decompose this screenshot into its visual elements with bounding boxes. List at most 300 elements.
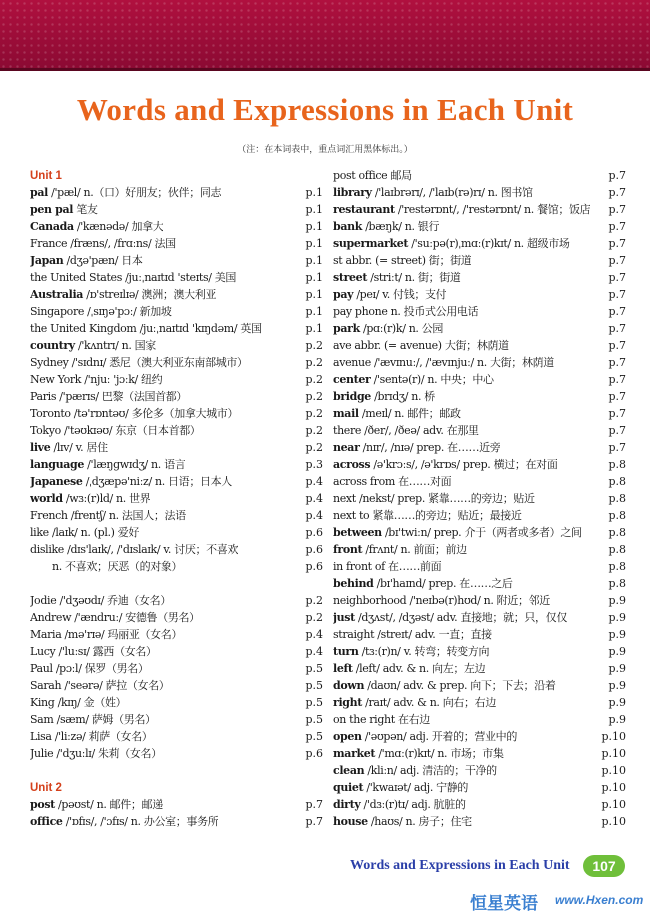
vocab-entry bbox=[30, 610, 323, 627]
vocab-definition: /raɪt/ adv. & n. 向右；右边 bbox=[362, 696, 496, 709]
vocab-headword: world bbox=[30, 492, 63, 505]
vocab-headword: quiet bbox=[333, 781, 364, 794]
vocab-headword: dirty bbox=[333, 798, 361, 811]
page-ref: p.1 bbox=[305, 203, 323, 216]
vocab-definition: /'kʌntrɪ/ n. 国家 bbox=[74, 339, 156, 352]
vocab-headword: office bbox=[30, 815, 63, 828]
vocab-entry bbox=[30, 474, 323, 491]
vocab-entry-text bbox=[333, 729, 517, 745]
vocab-entry bbox=[333, 746, 626, 763]
vocab-entry bbox=[333, 304, 626, 321]
vocab-headword: mail bbox=[333, 407, 359, 420]
vocab-definition: /tɜː(r)n/ v. 转弯；转变方向 bbox=[358, 645, 490, 658]
vocab-definition: /lɪv/ v. 居住 bbox=[50, 441, 108, 454]
vocab-definition: /dʒʌst/, /dʒəst/ adv. 直接地；就；只，仅仅 bbox=[354, 611, 567, 624]
vocab-entry-text bbox=[333, 491, 535, 507]
page-ref: p.1 bbox=[305, 305, 323, 318]
vocab-entry bbox=[333, 202, 626, 219]
vocab-entry-text bbox=[333, 508, 522, 524]
page-ref: p.4 bbox=[305, 509, 323, 522]
vocab-entry-text bbox=[30, 814, 218, 830]
vocab-definition: ave abbr. (= avenue) 大街；林荫道 bbox=[333, 339, 509, 352]
vocab-entry bbox=[333, 712, 626, 729]
vocab-definition: Tokyo /'təʊkɪəʊ/ 东京（日本首都） bbox=[30, 424, 201, 437]
vocab-definition: st abbr. (= street) 街；街道 bbox=[333, 254, 472, 267]
vocab-entry-text bbox=[333, 814, 472, 830]
vocab-headword: park bbox=[333, 322, 360, 335]
vocab-entry bbox=[30, 491, 323, 508]
vocab-entry-text bbox=[30, 559, 182, 575]
page-ref: p.7 bbox=[608, 390, 626, 403]
vocab-entry-text bbox=[333, 406, 461, 422]
vocab-entry bbox=[30, 797, 323, 814]
vocab-entry-text bbox=[333, 423, 479, 439]
page-ref: p.2 bbox=[305, 594, 323, 607]
vocab-headword: Japan bbox=[30, 254, 64, 267]
vocab-definition: there /ðer/, /ðeə/ adv. 在那里 bbox=[333, 424, 479, 437]
vocab-definition: /peɪ/ v. 付钱；支付 bbox=[353, 288, 447, 301]
page-ref: p.2 bbox=[305, 611, 323, 624]
vocab-entry bbox=[333, 168, 626, 185]
vocab-entry bbox=[333, 559, 626, 576]
vocab-headword: bank bbox=[333, 220, 363, 233]
vocab-headword: just bbox=[333, 611, 355, 624]
vocab-definition: /bɪ'twiːn/ prep. 介于（两者或多者）之间 bbox=[381, 526, 582, 539]
vocab-entry-text bbox=[333, 525, 582, 541]
vocab-headword: Japanese bbox=[30, 475, 83, 488]
vocab-note: （注：在本词表中，重点词汇用黑体标出。） bbox=[237, 145, 413, 155]
vocab-definition: Andrew /'ændruː/ 安德鲁（男名） bbox=[30, 611, 200, 624]
page-ref: p.1 bbox=[305, 237, 323, 250]
vocab-headword: clean bbox=[333, 764, 365, 777]
vocab-definition: Sam /sæm/ 萨姆（男名） bbox=[30, 713, 156, 726]
vocab-entry bbox=[333, 763, 626, 780]
vocab-entry bbox=[333, 185, 626, 202]
page-ref: p.9 bbox=[608, 611, 626, 624]
vocab-entry bbox=[30, 389, 323, 406]
vocab-entry bbox=[30, 338, 323, 355]
right-word-column bbox=[333, 168, 626, 831]
vocab-entry bbox=[30, 270, 323, 287]
vocab-headword: post bbox=[30, 798, 55, 811]
vocab-definition: /'əʊpən/ adj. 开着的；营业中的 bbox=[361, 730, 517, 743]
vocab-entry-text bbox=[333, 661, 485, 677]
vocab-headword: front bbox=[333, 543, 363, 556]
running-footer-title: Words and Expressions in Each Unit bbox=[350, 858, 570, 873]
vocab-entry bbox=[333, 287, 626, 304]
vocab-headword: restaurant bbox=[333, 203, 395, 216]
vocab-entry-text bbox=[30, 185, 221, 201]
vocab-entry bbox=[333, 372, 626, 389]
page-ref: p.6 bbox=[305, 526, 323, 539]
vocab-entry-text bbox=[333, 372, 494, 388]
vocab-definition: /'pæl/ n.（口）好朋友；伙伴；同志 bbox=[47, 186, 222, 199]
vocab-definition: /'laɪbrərɪ/, /'laɪb(rə)rɪ/ n. 图书馆 bbox=[371, 186, 533, 199]
page-ref: p.10 bbox=[601, 747, 626, 760]
page-ref: p.7 bbox=[608, 288, 626, 301]
vocab-entry-text bbox=[333, 287, 446, 303]
vocab-definition: on the right 在右边 bbox=[333, 713, 430, 726]
page-ref: p.4 bbox=[305, 492, 323, 505]
vocab-entry-text bbox=[333, 746, 504, 762]
vocab-entry bbox=[30, 814, 323, 831]
vocab-entry-text bbox=[30, 593, 171, 609]
page-ref: p.6 bbox=[305, 543, 323, 556]
vocab-entry-text bbox=[30, 610, 200, 626]
vocab-definition: Lisa /'liːzə/ 莉萨（女名） bbox=[30, 730, 153, 743]
vocab-definition: like /laɪk/ n. (pl.) 爱好 bbox=[30, 526, 140, 539]
vocab-entry bbox=[333, 423, 626, 440]
vocab-headword: behind bbox=[333, 577, 374, 590]
vocab-entry bbox=[30, 236, 323, 253]
vocab-entry-text bbox=[30, 423, 201, 439]
vocab-entry bbox=[30, 287, 323, 304]
vocab-entry-text bbox=[333, 338, 509, 354]
page-ref: p.3 bbox=[305, 458, 323, 471]
vocab-entry-text bbox=[30, 304, 172, 320]
vocab-entry bbox=[333, 219, 626, 236]
vocab-entry bbox=[30, 321, 323, 338]
vocab-entry-text bbox=[30, 627, 182, 643]
page-ref: p.9 bbox=[608, 679, 626, 692]
vocab-definition: next /nekst/ prep. 紧靠……的旁边；贴近 bbox=[333, 492, 535, 505]
vocab-entry-text bbox=[333, 797, 466, 813]
vocab-definition: /'kwaɪət/ adj. 宁静的 bbox=[363, 781, 469, 794]
vocab-entry-text bbox=[333, 763, 497, 779]
vocab-entry bbox=[333, 627, 626, 644]
vocab-entry-text bbox=[30, 661, 149, 677]
page-ref: p.9 bbox=[608, 662, 626, 675]
vocab-entry-text bbox=[333, 389, 435, 405]
vocab-definition: /striːt/ n. 街；街道 bbox=[367, 271, 461, 284]
vocab-entry bbox=[333, 814, 626, 831]
vocab-headword: across bbox=[333, 458, 371, 471]
vocab-entry bbox=[30, 729, 323, 746]
page-ref: p.1 bbox=[305, 220, 323, 233]
page-ref: p.6 bbox=[305, 560, 323, 573]
vocab-entry bbox=[333, 389, 626, 406]
page-ref: p.7 bbox=[608, 322, 626, 335]
page-ref: p.7 bbox=[608, 220, 626, 233]
page-ref: p.9 bbox=[608, 713, 626, 726]
page-ref: p.5 bbox=[305, 730, 323, 743]
page-ref: p.2 bbox=[305, 390, 323, 403]
vocab-definition: post office 邮局 bbox=[333, 169, 412, 182]
vocab-entry bbox=[333, 780, 626, 797]
vocab-entry-text bbox=[333, 304, 478, 320]
page-ref: p.10 bbox=[601, 815, 626, 828]
vocab-definition: /ˌdʒæpə'niːz/ n. 日语；日本人 bbox=[82, 475, 232, 488]
vocab-entry-text bbox=[30, 321, 262, 337]
vocab-entry bbox=[30, 712, 323, 729]
vocab-entry bbox=[333, 253, 626, 270]
page-ref: p.7 bbox=[608, 305, 626, 318]
vocab-entry bbox=[333, 797, 626, 814]
vocab-entry-text bbox=[333, 202, 590, 218]
vocab-definition: /nɪr/, /nɪə/ prep. 在……近旁 bbox=[359, 441, 501, 454]
vocab-headword: bridge bbox=[333, 390, 371, 403]
page-ref: p.9 bbox=[608, 645, 626, 658]
vocab-definition: dislike /dɪs'laɪk/, /'dɪslaɪk/ v. 讨厌；不喜欢 bbox=[30, 543, 239, 556]
vocab-entry-text bbox=[333, 440, 500, 456]
watermark-url: www.Hxen.com bbox=[555, 893, 644, 907]
vocab-entry-text bbox=[333, 270, 461, 286]
page-ref: p.5 bbox=[305, 696, 323, 709]
vocab-entry bbox=[30, 202, 323, 219]
page-ref: p.1 bbox=[305, 186, 323, 199]
vocab-definition: pay phone n. 投币式公用电话 bbox=[333, 305, 479, 318]
vocab-entry-text bbox=[30, 525, 139, 541]
vocab-definition: /left/ adv. & n. 向左；左边 bbox=[352, 662, 486, 675]
page-ref: p.7 bbox=[608, 203, 626, 216]
vocab-entry-text bbox=[30, 678, 170, 694]
vocab-headword: country bbox=[30, 339, 75, 352]
page-ref: p.2 bbox=[305, 424, 323, 437]
vocab-definition: /daʊn/ adv. & prep. 向下；下去；沿着 bbox=[364, 679, 556, 692]
vocab-headword: pal bbox=[30, 186, 48, 199]
vocab-entry-text bbox=[30, 372, 162, 388]
vocab-entry bbox=[333, 644, 626, 661]
vocab-definition: /brɪdʒ/ n. 桥 bbox=[370, 390, 435, 403]
spacer bbox=[30, 763, 323, 780]
vocab-entry-text bbox=[333, 644, 489, 660]
vocab-entry-text bbox=[30, 287, 216, 303]
page-ref: p.7 bbox=[608, 254, 626, 267]
vocab-definition: Singapore /ˌsɪŋə'pɔː/ 新加坡 bbox=[30, 305, 172, 318]
page-ref: p.9 bbox=[608, 628, 626, 641]
page-ref: p.10 bbox=[601, 781, 626, 794]
page-number-badge: 107 bbox=[583, 855, 625, 877]
vocab-entry-text bbox=[333, 236, 570, 252]
page-ref: p.7 bbox=[608, 186, 626, 199]
vocab-entry-text bbox=[333, 576, 513, 592]
vocab-entry-text bbox=[333, 185, 533, 201]
vocab-entry-text bbox=[333, 355, 554, 371]
vocab-headword: near bbox=[333, 441, 360, 454]
vocab-definition: avenue /'ævɪnuː/, /'ævɪnjuː/ n. 大街；林荫道 bbox=[333, 356, 554, 369]
page-ref: p.7 bbox=[305, 815, 323, 828]
vocab-definition: next to 紧靠……的旁边；贴近；最接近 bbox=[333, 509, 522, 522]
vocab-entry-text bbox=[333, 627, 492, 643]
vocab-headword: Canada bbox=[30, 220, 74, 233]
vocab-entry-text bbox=[30, 389, 187, 405]
page-ref: p.4 bbox=[305, 628, 323, 641]
page-ref: p.1 bbox=[305, 254, 323, 267]
page-ref: p.2 bbox=[305, 407, 323, 420]
vocab-entry bbox=[30, 440, 323, 457]
vocab-definition: /haʊs/ n. 房子；住宅 bbox=[367, 815, 472, 828]
vocab-entry bbox=[30, 593, 323, 610]
vocab-definition: Maria /mə'rɪə/ 玛丽亚（女名） bbox=[30, 628, 183, 641]
vocab-entry bbox=[333, 321, 626, 338]
unit-heading: Unit 1 bbox=[30, 170, 62, 182]
vocab-entry-text bbox=[30, 746, 162, 762]
vocab-headword: down bbox=[333, 679, 365, 692]
vocab-definition: /'sentə(r)/ n. 中央；中心 bbox=[370, 373, 494, 386]
page-ref: p.1 bbox=[305, 288, 323, 301]
vocab-entry bbox=[30, 219, 323, 236]
vocab-headword: house bbox=[333, 815, 368, 828]
vocab-entry bbox=[30, 695, 323, 712]
vocab-definition: /'kænədə/ 加拿大 bbox=[73, 220, 164, 233]
vocab-entry-text bbox=[30, 644, 157, 660]
page-ref: p.1 bbox=[305, 271, 323, 284]
vocab-entry bbox=[333, 695, 626, 712]
vocab-entry-text bbox=[30, 797, 163, 813]
vocab-definition: /'dɜː(r)tɪ/ adj. 肮脏的 bbox=[360, 798, 466, 811]
vocab-definition: King /kɪŋ/ 金（姓） bbox=[30, 696, 127, 709]
page-ref: p.7 bbox=[608, 169, 626, 182]
vocab-definition: the United States /juːˌnaɪtɪd 'steɪts/ 美国 bbox=[30, 271, 237, 284]
page-title: Words and Expressions in Each Unit bbox=[76, 92, 574, 127]
vocab-entry bbox=[333, 406, 626, 423]
vocab-entry bbox=[333, 610, 626, 627]
page-ref: p.2 bbox=[305, 373, 323, 386]
vocab-entry-text bbox=[333, 780, 468, 796]
vocab-definition: /frʌnt/ n. 前面；前边 bbox=[362, 543, 467, 556]
vocab-entry bbox=[333, 576, 626, 593]
vocab-definition: Toronto /tə'rɒntəʊ/ 多伦多（加拿大城市） bbox=[30, 407, 239, 420]
vocab-definition: /'mɑː(r)kɪt/ n. 市场；市集 bbox=[375, 747, 504, 760]
page-ref: p.8 bbox=[608, 509, 626, 522]
vocab-entry-text bbox=[30, 729, 153, 745]
page-ref: p.7 bbox=[608, 407, 626, 420]
page-ref: p.8 bbox=[608, 526, 626, 539]
vocab-entry bbox=[30, 355, 323, 372]
page-ref: p.5 bbox=[305, 662, 323, 675]
vocab-headword: market bbox=[333, 747, 376, 760]
vocab-entry-text bbox=[333, 457, 557, 473]
page-ref: p.7 bbox=[608, 441, 626, 454]
vocab-entry bbox=[333, 338, 626, 355]
vocab-entry bbox=[333, 270, 626, 287]
vocab-definition: /ə'krɔːs/, /ə'krɒs/ prep. 横过；在对面 bbox=[370, 458, 558, 471]
vocab-entry bbox=[30, 746, 323, 763]
page-ref: p.7 bbox=[608, 373, 626, 386]
page-ref: p.7 bbox=[305, 798, 323, 811]
vocab-entry-text bbox=[30, 457, 185, 473]
vocab-definition: 笔友 bbox=[73, 203, 98, 216]
vocab-headword: library bbox=[333, 186, 372, 199]
vocab-entry-text bbox=[30, 712, 156, 728]
vocab-definition: France /fræns/, /frɑːns/ 法国 bbox=[30, 237, 176, 250]
vocab-entry bbox=[333, 474, 626, 491]
vocab-entry-text bbox=[333, 559, 441, 575]
vocab-entry bbox=[30, 644, 323, 661]
vocab-definition: /bɪ'haɪnd/ prep. 在……之后 bbox=[373, 577, 513, 590]
vocab-definition: Jodie /'dʒəʊdɪ/ 乔迪（女名） bbox=[30, 594, 171, 607]
vocab-entry-text bbox=[30, 542, 238, 558]
page-ref: p.8 bbox=[608, 543, 626, 556]
vocab-entry-text bbox=[333, 695, 496, 711]
vocab-headword: street bbox=[333, 271, 368, 284]
vocab-definition: Lucy /'luːsɪ/ 露西（女名） bbox=[30, 645, 157, 658]
page-ref: p.7 bbox=[608, 271, 626, 284]
vocab-headword: center bbox=[333, 373, 371, 386]
vocab-entry bbox=[30, 372, 323, 389]
vocab-entry bbox=[333, 491, 626, 508]
vocab-entry-text bbox=[30, 695, 126, 711]
page-ref: p.10 bbox=[601, 798, 626, 811]
vocab-entry bbox=[30, 678, 323, 695]
vocab-entry-text bbox=[333, 253, 471, 269]
vocab-entry-text bbox=[333, 593, 550, 609]
page-ref: p.9 bbox=[608, 594, 626, 607]
vocab-definition: Sarah /'seərə/ 萨拉（女名） bbox=[30, 679, 170, 692]
vocab-entry bbox=[30, 304, 323, 321]
vocab-entry-text bbox=[333, 219, 439, 235]
vocab-definition: Julie /'dʒuːlɪ/ 朱莉（女名） bbox=[30, 747, 162, 760]
page-ref: p.6 bbox=[305, 747, 323, 760]
vocab-definition: straight /streɪt/ adv. 一直；直接 bbox=[333, 628, 492, 641]
vocab-entry-text bbox=[30, 236, 176, 252]
vocab-headword: turn bbox=[333, 645, 359, 658]
vocab-definition: /bæŋk/ n. 银行 bbox=[362, 220, 440, 233]
vocab-headword: left bbox=[333, 662, 353, 675]
vocab-entry-text bbox=[333, 678, 556, 694]
vocab-entry bbox=[30, 627, 323, 644]
vocab-headword: live bbox=[30, 441, 51, 454]
vocab-definition: New York /'njuː 'jɔːk/ 纽约 bbox=[30, 373, 163, 386]
vocab-headword: Australia bbox=[30, 288, 84, 301]
page-ref: p.9 bbox=[608, 696, 626, 709]
vocab-headword: language bbox=[30, 458, 85, 471]
vocab-entry bbox=[30, 423, 323, 440]
spacer bbox=[30, 576, 323, 593]
vocab-definition: /'suːpə(r)ˌmɑː(r)kɪt/ n. 超级市场 bbox=[408, 237, 570, 250]
vocab-entry-text bbox=[30, 270, 236, 286]
page-ref: p.10 bbox=[601, 730, 626, 743]
page-ref: p.10 bbox=[601, 764, 626, 777]
vocab-entry-text bbox=[333, 474, 451, 490]
vocab-entry bbox=[333, 542, 626, 559]
vocab-headword: right bbox=[333, 696, 362, 709]
page-ref: p.4 bbox=[305, 475, 323, 488]
vocab-entry bbox=[333, 355, 626, 372]
page-ref: p.8 bbox=[608, 458, 626, 471]
vocab-entry bbox=[333, 457, 626, 474]
vocab-definition: Paul /pɔːl/ 保罗（男名） bbox=[30, 662, 149, 675]
page-ref: p.5 bbox=[305, 713, 323, 726]
page-ref: p.2 bbox=[305, 356, 323, 369]
vocab-definition: in front of 在……前面 bbox=[333, 560, 442, 573]
vocab-definition: /'restərɒnt/, /'restərɒnt/ n. 餐馆；饭店 bbox=[394, 203, 591, 216]
vocab-entry bbox=[30, 508, 323, 525]
vocab-entry bbox=[30, 559, 323, 576]
vocab-definition: /pəʊst/ n. 邮件；邮递 bbox=[54, 798, 163, 811]
vocab-definition: French /frentʃ/ n. 法国人；法语 bbox=[30, 509, 186, 522]
page-ref: p.2 bbox=[305, 441, 323, 454]
vocab-entry-text bbox=[30, 440, 108, 456]
page-ref: p.7 bbox=[608, 356, 626, 369]
vocab-entry-text bbox=[30, 508, 186, 524]
vocab-entry bbox=[333, 236, 626, 253]
vocab-entry-text bbox=[333, 321, 443, 337]
vocab-entry-text bbox=[30, 202, 98, 218]
watermark-chinese: 恒星英语 bbox=[470, 894, 538, 914]
vocab-entry bbox=[333, 593, 626, 610]
vocab-definition: across from 在……对面 bbox=[333, 475, 452, 488]
vocab-entry bbox=[333, 508, 626, 525]
vocab-entry bbox=[30, 185, 323, 202]
vocab-entry bbox=[30, 542, 323, 559]
vocab-entry-text bbox=[30, 491, 150, 507]
page-ref: p.4 bbox=[305, 645, 323, 658]
vocab-definition: /wɜː(r)ld/ n. 世界 bbox=[62, 492, 151, 505]
page-ref: p.5 bbox=[305, 679, 323, 692]
page-ref: p.8 bbox=[608, 475, 626, 488]
vocab-definition: neighborhood /'neɪbə(r)hʊd/ n. 附近；邻近 bbox=[333, 594, 550, 607]
